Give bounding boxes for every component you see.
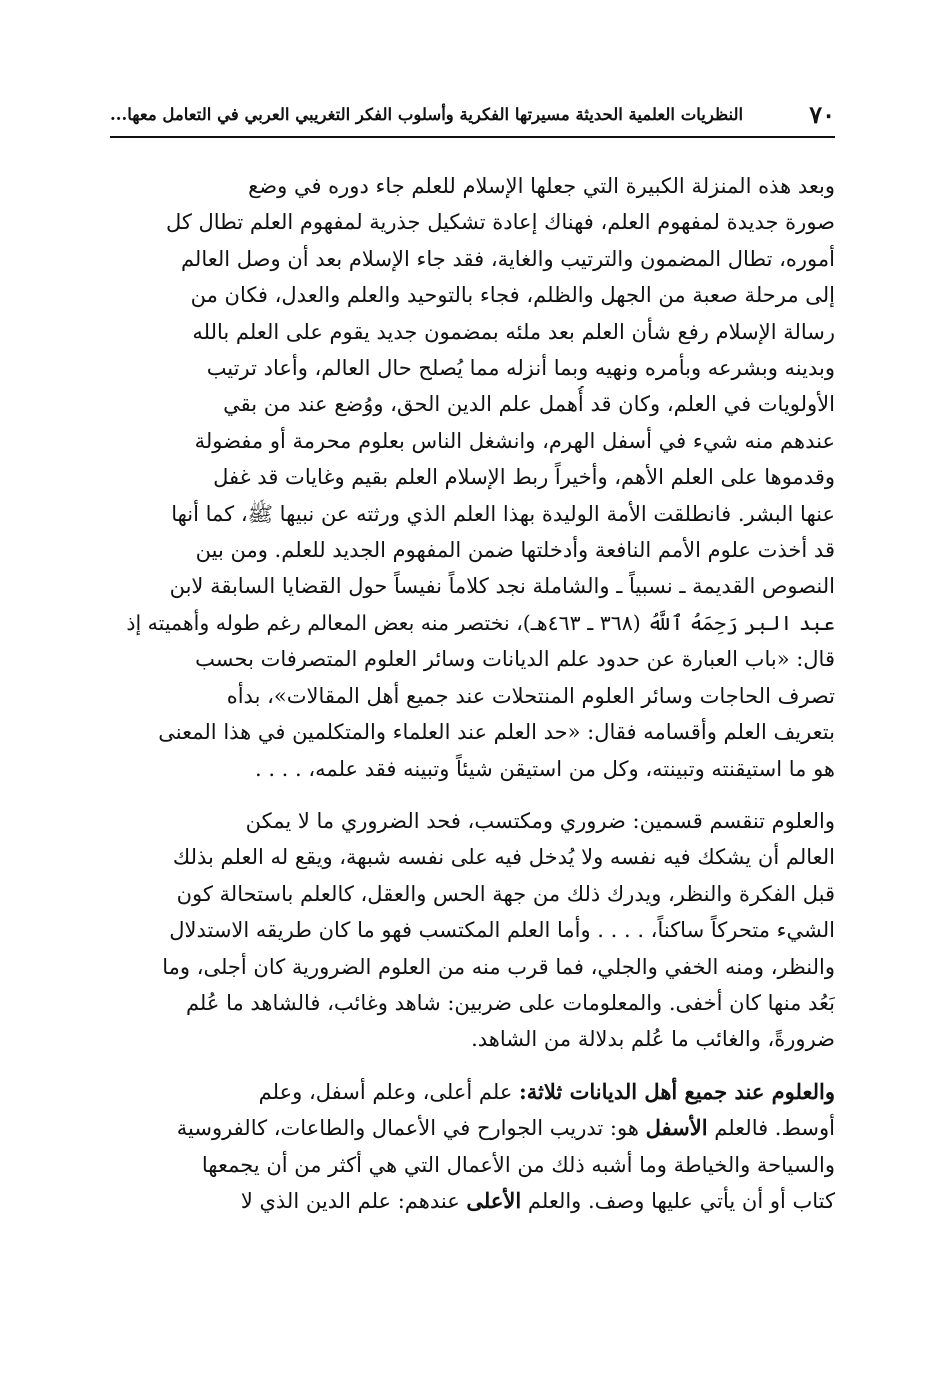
text-line: هو ما استيقنته وتبينته، وكل من استيقن شيئاً وتبينه فقد علمه، . . . . (254, 756, 835, 781)
bold-lead-phrase: والعلوم عند جميع أهل الديانات ثلاثة: (519, 1078, 835, 1104)
text-line: بتعريف العلم وأقسامه فقال: «حد العلم عند العلماء والمتكلمين في هذا المعنى (158, 720, 835, 745)
text-line (112, 1110, 835, 1146)
text-line: قبل الفكرة والنظر، ويدرك ذلك من جهة الحس والعقل، كالعلم باستحالة كون (176, 881, 835, 906)
running-title: النظريات العلمية الحديثة مسيرتها الفكرية وأسلوب الفكر التغريبي العربي في التعامل معها... (110, 104, 744, 124)
text-line: ضرورةً، والغائب ما عُلم بدلالة من الشاهد. (471, 1027, 835, 1052)
line-text: علم أعلى، وعلم أسفل، وعلم (258, 1079, 520, 1104)
text-line: الأولويات في العلم، وكان قد أُهمل علم الدين الحق، ووُضع عند من بقي (223, 392, 835, 417)
text-line: تصرف الحاجات وسائر العلوم المنتحلات عند جميع أهل المقالات»، بدأه (226, 683, 835, 708)
body-text (112, 168, 835, 1219)
page-number: ٧٠ (809, 99, 835, 129)
text-line: أموره، تطال المضمون والترتيب والغاية، فقد جاء الإسلام بعد أن وصل العالم (180, 246, 835, 271)
text-line: والنظر، ومنه الخفي والجلي، فما قرب منه من العلوم الضرورية كان أجلى، وما (162, 954, 835, 979)
paragraph-1 (112, 168, 835, 787)
text-line: عبد البر رَحِمَهُ ٱللَّهُ (٣٦٨ ـ ٤٦٣هـ)، نختصر منه بعض المعالم رغم طوله وأهميته إذ (126, 610, 835, 635)
text-line: الشيء متحركاً ساكناً، . . . . وأما العلم المكتسب فهو ما كان طريقه الاستدلال (169, 918, 835, 943)
text-line: والعلوم تنقسم قسمين: ضروري ومكتسب، فحد الضروري ما لا يمكن (245, 808, 835, 833)
bold-term-lower: الأسفل (645, 1115, 708, 1141)
line-text: هو: تدريب الجوارح في الأعمال والطاعات، كالفروسية (176, 1116, 646, 1141)
text-line: عنها البشر. فانطلقت الأمة الوليدة بهذا العلم الذي ورثته عن نبيها ﷺ، كما أنها (171, 501, 835, 526)
paragraph-3 (112, 1074, 835, 1220)
text-line: النصوص القديمة ـ نسبياً ـ والشاملة نجد كلاماً نفيساً حول القضايا السابقة لابن (169, 574, 835, 599)
line-text: عندهم: علم الدين الذي لا (240, 1188, 467, 1213)
text-line: قد أخذت علوم الأمم النافعة وأدخلتها ضمن المفهوم الجديد للعلم. ومن بين (195, 538, 835, 563)
page-header (110, 92, 835, 138)
text-line: إلى مرحلة صعبة من الجهل والظلم، فجاء بالتوحيد والعلم والعدل، فكان من (190, 283, 835, 308)
text-line: وقدموها على العلم الأهم، وأخيراً ربط الإسلام العلم بقيم وغايات قد غفل (213, 465, 835, 490)
text-line: عندهم منه شيء في أسفل الهرم، وانشغل الناس بعلوم محرمة أو مفضولة (194, 428, 835, 453)
text-line: والسياحة والخياطة وما أشبه ذلك من الأعمال التي هي أكثر من أن يجمعها (201, 1152, 835, 1177)
text-line: صورة جديدة لمفهوم العلم، فهناك إعادة تشكيل جذرية لمفهوم العلم تطال كل (165, 210, 835, 235)
text-line: رسالة الإسلام رفع شأن العلم بعد ملئه بمضمون جديد يقوم على العلم بالله (192, 319, 835, 344)
text-line: قال: «باب العبارة عن حدود علم الديانات وسائر العلوم المتصرفات بحسب (195, 647, 835, 672)
line-text: أوسط. فالعلم (707, 1116, 835, 1141)
text-line: العالم أن يشكك فيه نفسه ولا يُدخل فيه على نفسه شبهة، ويقع له العلم بذلك (172, 845, 835, 870)
text-line: وبدينه وبشرعه وبأمره ونهيه وبما أنزله مما يُصلح حال العالم، وأعاد ترتيب (206, 356, 835, 381)
paragraph-2 (112, 803, 835, 1058)
bold-term-higher: الأعلى (466, 1187, 522, 1213)
text-line (112, 1074, 835, 1110)
text-line: بَعُد منها كان أخفى. والمعلومات على ضربين: شاهد وغائب، فالشاهد ما عُلم (185, 990, 835, 1015)
text-line: وبعد هذه المنزلة الكبيرة التي جعلها الإسلام للعلم جاء دوره في وضع (248, 174, 835, 198)
text-line (112, 1183, 835, 1219)
line-text: كتاب أو أن يأتي عليها وصف. والعلم (521, 1188, 835, 1213)
